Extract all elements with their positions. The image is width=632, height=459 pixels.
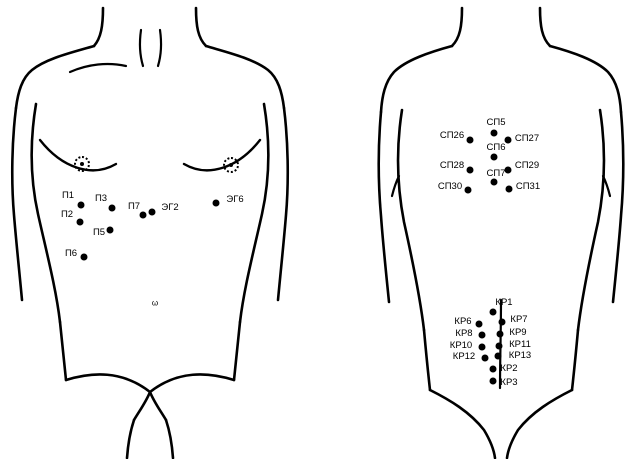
front-arm-right <box>278 108 288 300</box>
front-crotch-right <box>150 392 166 420</box>
back-side-right <box>578 110 604 330</box>
label-KP13: КР13 <box>508 350 532 361</box>
front-shoulder-left <box>16 46 94 108</box>
label-KP9: КР9 <box>509 327 527 338</box>
front-side-right <box>240 104 268 322</box>
front-crotch-left <box>134 392 150 420</box>
point-KP7[interactable] <box>499 319 506 326</box>
point-KP12[interactable] <box>482 355 489 362</box>
point-SP7[interactable] <box>491 179 498 186</box>
label-P6: П6 <box>64 248 78 259</box>
front-arm-left <box>12 108 22 300</box>
back-shoulder-right <box>550 46 621 112</box>
label-KP7: КР7 <box>510 314 528 325</box>
label-KP11: КР11 <box>509 339 531 350</box>
point-KP3[interactable] <box>490 378 497 385</box>
front-pectoral-right <box>184 140 260 170</box>
point-EG6[interactable] <box>213 200 220 207</box>
back-glutes <box>430 390 495 458</box>
point-SP29[interactable] <box>505 167 512 174</box>
back-neck-left <box>452 8 462 46</box>
back-hip-right <box>572 330 578 390</box>
back-arm-left <box>379 112 389 302</box>
label-KP1: КР1 <box>495 297 513 308</box>
label-SP29: СП29 <box>514 160 540 171</box>
front-hip-right <box>234 322 240 380</box>
point-KP8[interactable] <box>479 332 486 339</box>
front-neck-left <box>94 8 103 46</box>
label-KP2: КР2 <box>500 363 518 374</box>
front-shoulder-right <box>206 46 284 108</box>
label-P5: П5 <box>92 227 106 238</box>
label-KP6: КР6 <box>454 316 472 327</box>
front-leg-left <box>127 420 134 458</box>
label-EG6: ЭГ6 <box>226 194 244 205</box>
point-KP6[interactable] <box>476 321 483 328</box>
point-KP1[interactable] <box>490 309 497 316</box>
back-arm-right <box>613 112 623 302</box>
label-KP12: КР12 <box>452 351 476 362</box>
label-SP26: СП26 <box>439 130 465 141</box>
label-SP31: СП31 <box>515 181 541 192</box>
back-glutes-right <box>507 390 572 458</box>
point-P3[interactable] <box>109 205 116 212</box>
label-P1: П1 <box>61 190 75 201</box>
point-EG2[interactable] <box>149 209 156 216</box>
point-KP2[interactable] <box>490 366 497 373</box>
left-nipple-marker <box>74 156 90 172</box>
label-P7: П7 <box>127 201 141 212</box>
label-SP6: СП6 <box>486 142 506 153</box>
point-SP6[interactable] <box>491 154 498 161</box>
label-EG2: ЭГ2 <box>161 202 179 213</box>
back-neck-right <box>540 8 550 46</box>
back-hip-left <box>424 330 430 390</box>
point-SP26[interactable] <box>467 137 474 144</box>
front-groin <box>66 374 234 392</box>
label-SP30: СП30 <box>437 181 463 192</box>
back-shoulder-left <box>381 46 452 112</box>
front-clavicle-left <box>70 64 126 72</box>
back-side-left <box>398 110 424 330</box>
label-P2: П2 <box>60 209 74 220</box>
point-P5[interactable] <box>107 227 114 234</box>
point-KP11[interactable] <box>496 343 503 350</box>
front-side-left <box>32 104 60 322</box>
label-KP8: КР8 <box>455 328 473 339</box>
label-KP3: КР3 <box>500 377 518 388</box>
front-neck-right <box>196 8 206 46</box>
point-P7[interactable] <box>140 212 147 219</box>
point-SP5[interactable] <box>491 130 498 137</box>
point-P6[interactable] <box>81 254 88 261</box>
front-sternum-left <box>140 30 143 66</box>
point-P2[interactable] <box>77 219 84 226</box>
label-SP7: СП7 <box>486 168 506 179</box>
point-SP31[interactable] <box>506 186 513 193</box>
right-nipple-marker <box>223 157 239 173</box>
front-leg-right <box>166 420 173 458</box>
label-SP27: СП27 <box>514 133 540 144</box>
point-SP27[interactable] <box>505 137 512 144</box>
point-SP28[interactable] <box>467 167 474 174</box>
point-P1[interactable] <box>78 202 85 209</box>
front-hip-left <box>60 322 66 380</box>
point-SP30[interactable] <box>465 187 472 194</box>
navel-marker: ω <box>151 298 159 308</box>
point-KP13[interactable] <box>495 353 502 360</box>
label-SP28: СП28 <box>439 160 465 171</box>
label-SP5: СП5 <box>486 117 506 128</box>
front-sternum-right <box>158 30 161 66</box>
label-KP10: КР10 <box>449 340 473 351</box>
label-P3: П3 <box>94 193 108 204</box>
point-KP9[interactable] <box>497 331 504 338</box>
point-KP10[interactable] <box>479 344 486 351</box>
